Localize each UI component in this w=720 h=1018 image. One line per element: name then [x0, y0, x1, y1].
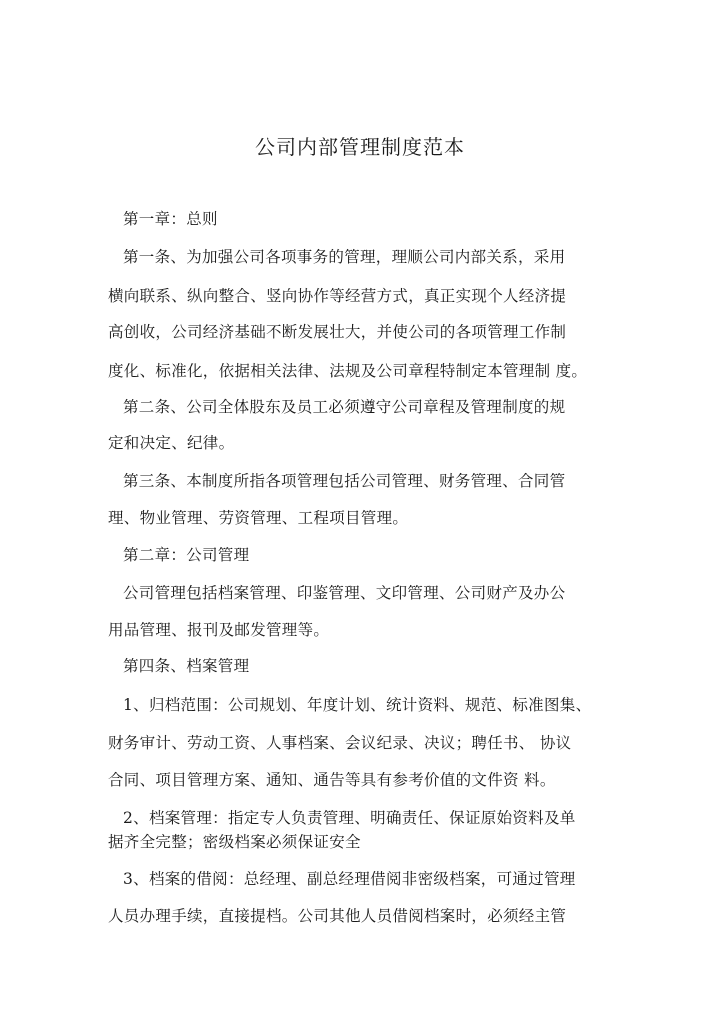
chapter-2-heading: 第二章：公司管理 — [123, 546, 250, 564]
paragraph-line: 3、档案的借阅：总经理、副总经理借阅非密级档案，可通过管理 — [123, 870, 576, 888]
paragraph-line: 第一条、为加强公司各项事务的管理，理顺公司内部关系，采用 — [123, 248, 566, 266]
paragraph-line: 定和决定、纪律。 — [108, 434, 235, 452]
paragraph-line: 2、档案管理：指定专人负责管理、明确责任、保证原始资料及单 — [123, 809, 576, 827]
paragraph-line: 合同、项目管理方案、通知、通告等具有参考价值的文件资 料。 — [108, 771, 556, 789]
paragraph-line: 理、物业管理、劳资管理、工程项目管理。 — [108, 509, 409, 527]
paragraph-line: 度化、标准化，依据相关法律、法规及公司章程特制定本管理制 度。 — [108, 362, 588, 380]
paragraph-line: 横向联系、纵向整合、竖向协作等经营方式，真正实现个人经济提 — [108, 287, 567, 305]
paragraph-line: 第三条、本制度所指各项管理包括公司管理、财务管理、合同管 — [123, 472, 566, 490]
paragraph-line: 用品管理、报刊及邮发管理等。 — [108, 621, 330, 639]
paragraph-line: 高创收，公司经济基础不断发展壮大，并使公司的各项管理工作制 — [108, 323, 567, 341]
article-4-heading: 第四条、档案管理 — [123, 657, 250, 675]
paragraph-line: 财务审计、劳动工资、人事档案、会议纪录、决议；聘任书、 协议 — [108, 734, 572, 752]
paragraph-line: 第二条、公司全体股东及员工必须遵守公司章程及管理制度的规 — [123, 398, 566, 416]
paragraph-line: 1、归档范围：公司规划、年度计划、统计资料、规范、标准图集、 — [123, 696, 592, 714]
paragraph-line: 据齐全完整；密级档案必须保证安全 — [108, 833, 361, 851]
paragraph-line: 公司管理包括档案管理、印鉴管理、文印管理、公司财产及办公 — [123, 584, 566, 602]
chapter-1-heading: 第一章：总则 — [123, 210, 218, 228]
paragraph-line: 人员办理手续，直接提档。公司其他人员借阅档案时，必须经主管 — [108, 907, 567, 925]
document-title: 公司内部管理制度范本 — [255, 135, 465, 159]
